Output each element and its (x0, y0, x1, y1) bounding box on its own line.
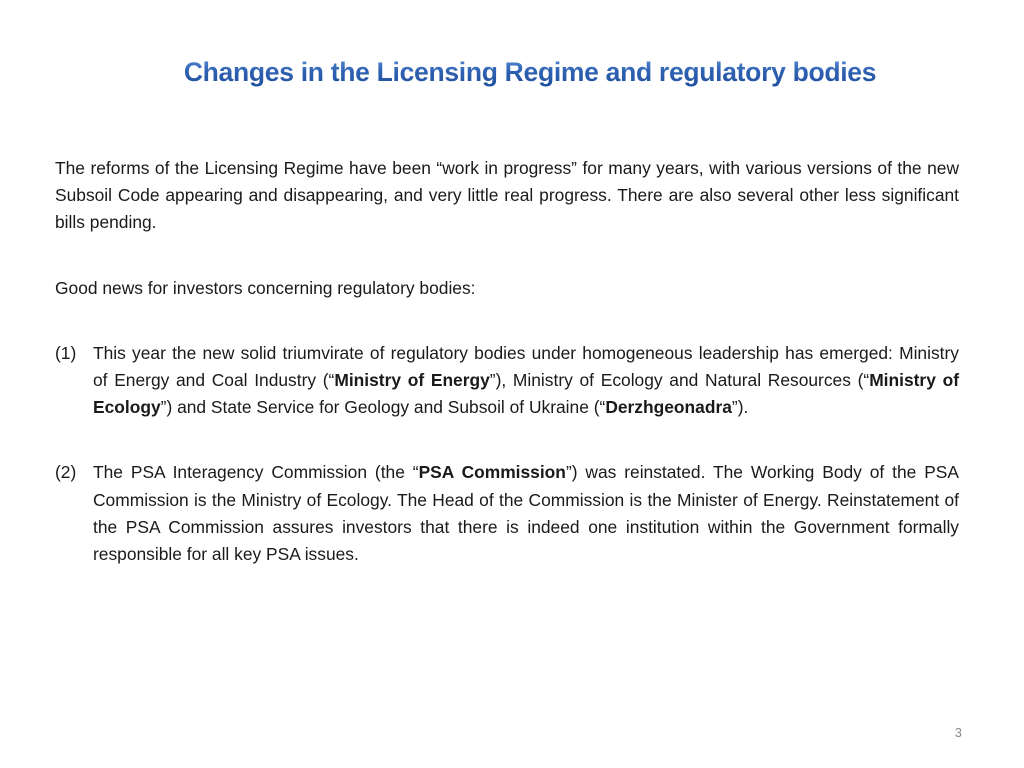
text-run: ”) and State Service for Geology and Subsoil of Ukraine (“ (160, 397, 606, 418)
list-item-number: (2) (55, 462, 77, 483)
text-run: ”), Ministry of Ecology and Natural Resources (“ (489, 370, 870, 391)
text-run: ”). (731, 397, 749, 418)
intro-paragraph: The reforms of the Licensing Regime have been “work in progress” for many years, with various versions of the new Subsoil Code appearing and disappearing, and very little real progress. There are also several other less significant bills pending. (55, 158, 959, 233)
list-item-text (93, 340, 959, 422)
term-derzhgeonadra: Derzhgeonadra (605, 397, 732, 418)
good-news-heading: Good news for investors concerning regulatory bodies: (55, 277, 476, 298)
term-psa-commission: PSA Commission (418, 462, 566, 483)
text-run: The PSA Interagency Commission (the “ (93, 462, 419, 483)
slide-content (55, 155, 959, 606)
list-item-number: (1) (55, 342, 77, 363)
term-ministry-of-ecology: Ministry of Ecology (93, 370, 959, 418)
page-number: 3 (954, 725, 962, 740)
text-run: This year the new solid triumvirate of regulatory bodies under homogeneous leadership has emerged: Ministry of Energy and Coal Industry (“ (93, 342, 959, 391)
list-item (55, 459, 959, 568)
list-item-text (93, 459, 959, 568)
slide-title: Changes in the Licensing Regime and regulatory bodies (0, 57, 1024, 88)
text-run: ”) was reinstated. The Working Body of the PSA Commission is the Ministry of Ecology. The Head of the Commission is the Minister of Energy. Reinstatement of the PSA Commission assures investors that there is indeed one institution within the Government formally responsible for all key PSA issues. (93, 462, 960, 565)
term-ministry-of-energy: Ministry of Energy (334, 370, 490, 391)
list-item (55, 340, 959, 422)
